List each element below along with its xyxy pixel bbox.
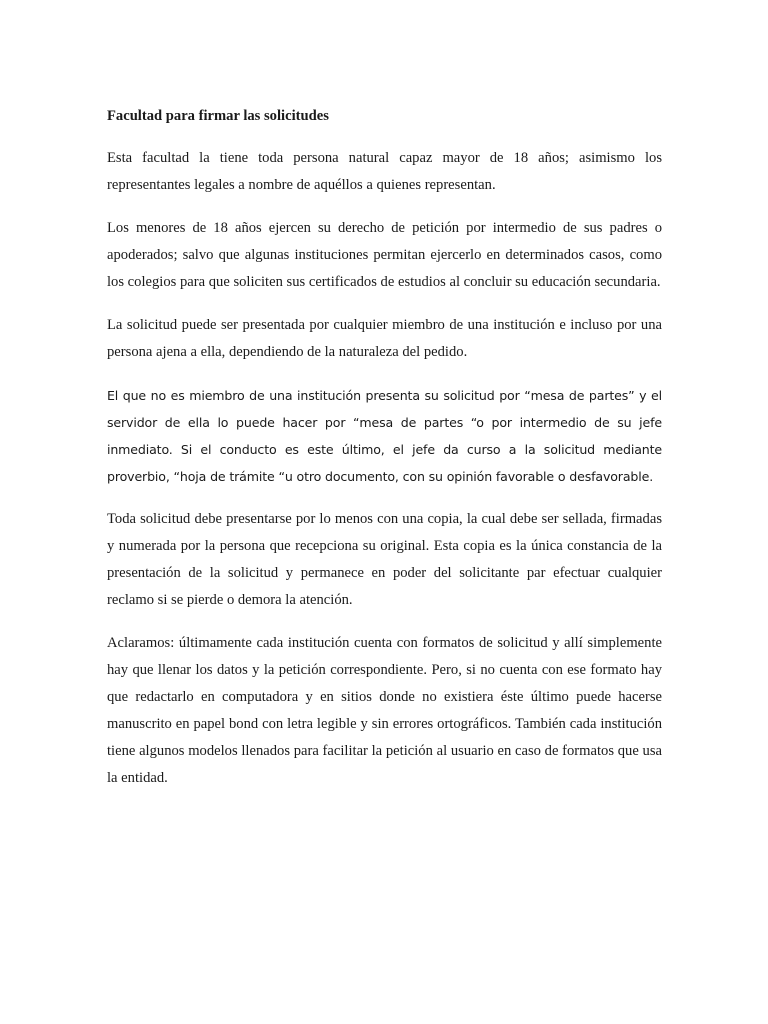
- paragraph-3: La solicitud puede ser presentada por cualquier miembro de una institución e incluso por una persona ajena a ella, dependiendo de la naturaleza del pedido.: [107, 317, 662, 360]
- document-body: [107, 104, 662, 792]
- paragraph-5: Toda solicitud debe presentarse por lo menos con una copia, la cual debe ser sellada, firmadas y numerada por la persona que recepciona su original. Esta copia es la única constancia de la presentación de la solicitud y permanece en poder del solicitante par efectuar cualquier reclamo si se pierde o demora la atención.: [107, 511, 662, 608]
- paragraph-6: Aclaramos: últimamente cada institución cuenta con formatos de solicitud y allí simplemente hay que llenar los datos y la petición correspondiente. Pero, si no cuenta con ese formato hay que redactarlo en computadora y en sitios donde no existiera éste último puede hacerse manuscrito en papel bond con letra legible y sin errores ortográficos. También cada institución tiene algunos modelos llenados para facilitar la petición al usuario en caso de formatos que usa la entidad.: [107, 635, 662, 786]
- section-heading: Facultad para firmar las solicitudes: [107, 108, 329, 124]
- paragraph-4: El que no es miembro de una institución presenta su solicitud por “mesa de partes” y el servidor de ella lo puede hacer por “mesa de partes “o por intermedio de su jefe inmediato. Si el conducto es este último, el jefe da curso a la solicitud mediante proverbio, “hoja de trámite “u otro documento, con su opinión favorable o desfavorable.: [107, 388, 662, 484]
- paragraph-1: Esta facultad la tiene toda persona natural capaz mayor de 18 años; asimismo los representantes legales a nombre de aquéllos a quienes representan.: [107, 150, 662, 193]
- paragraph-2: Los menores de 18 años ejercen su derecho de petición por intermedio de sus padres o apoderados; salvo que algunas instituciones permitan ejercerlo en determinados casos, como los colegios para que soliciten sus certificados de estudios al concluir su educación secundaria.: [107, 220, 662, 290]
